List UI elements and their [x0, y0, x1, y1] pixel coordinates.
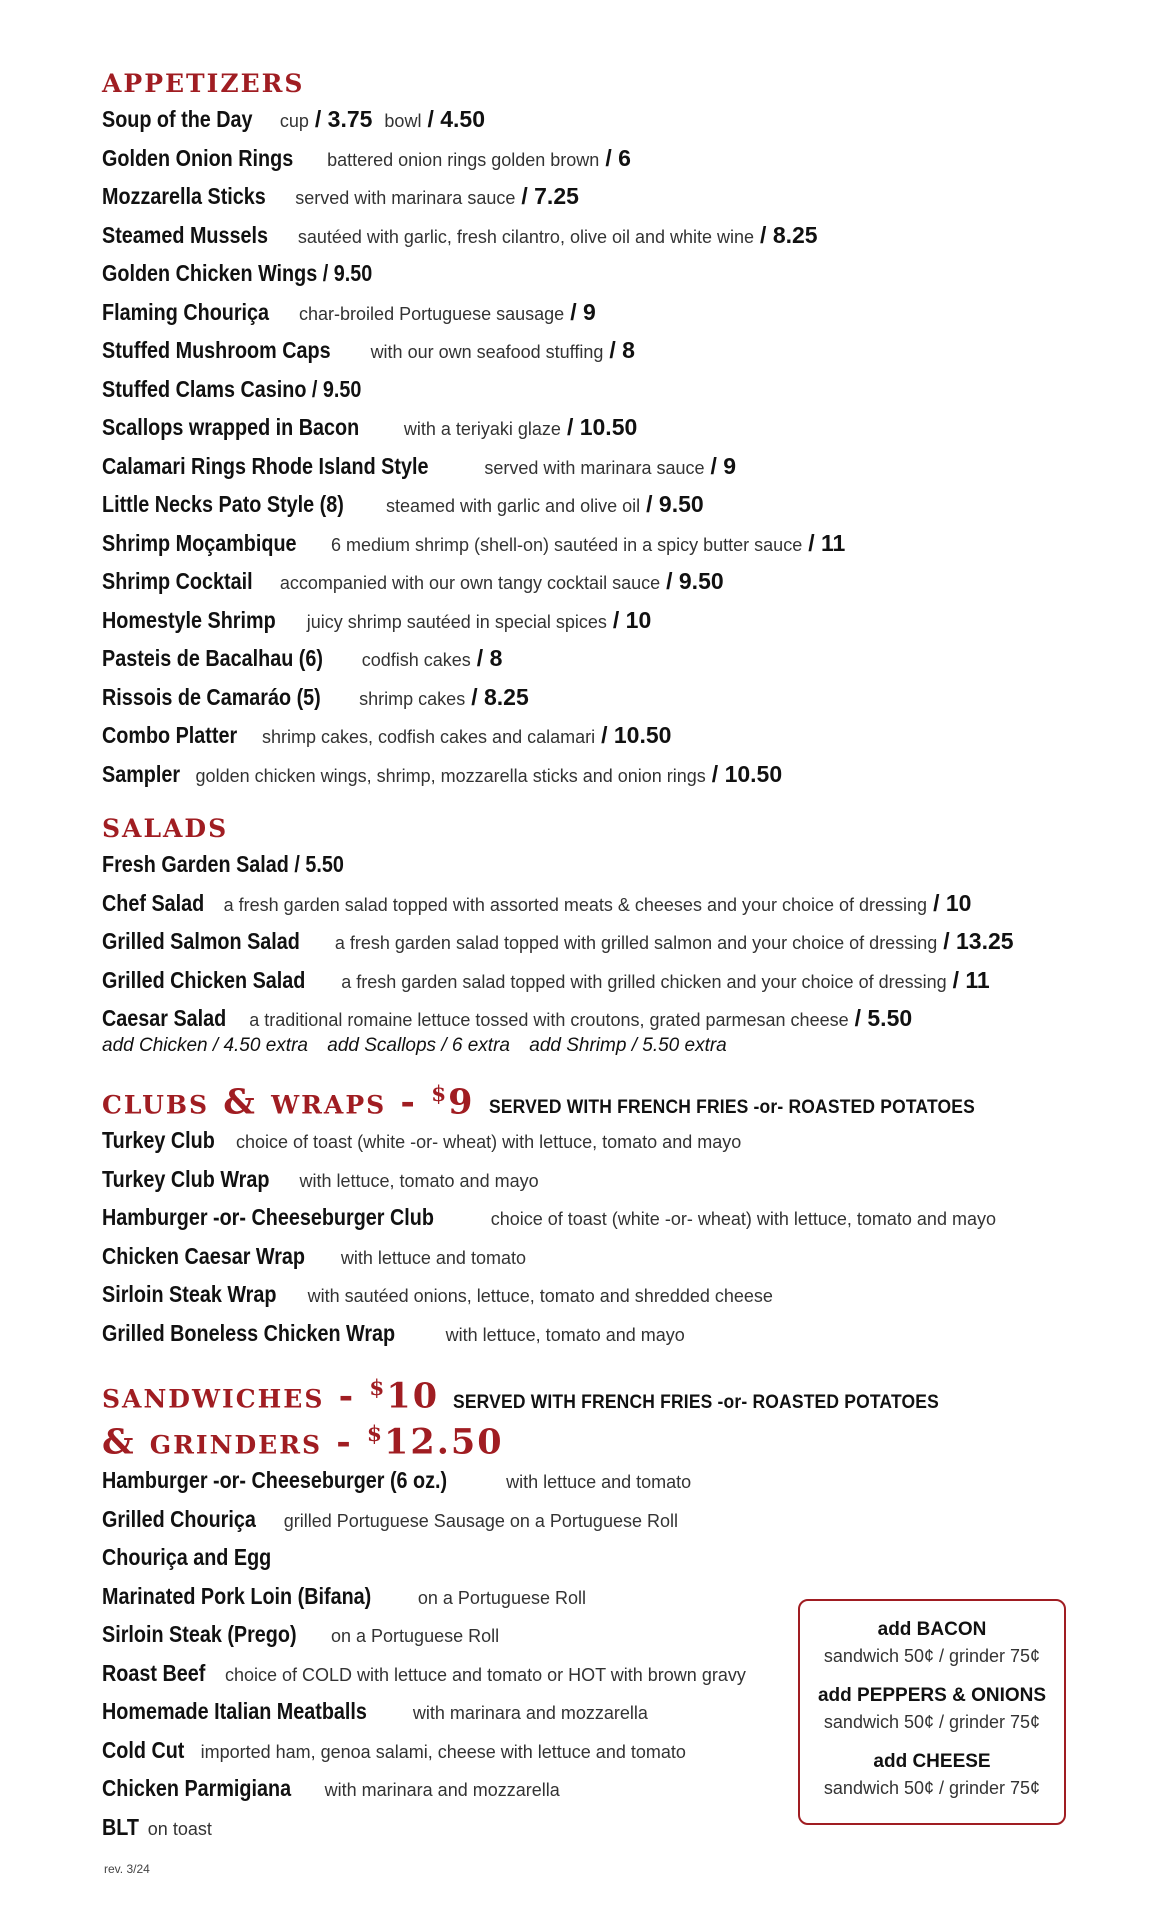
menu-item	[102, 293, 1102, 332]
menu-item-line	[102, 177, 579, 218]
menu-item	[102, 1198, 1102, 1237]
menu-item-name: Steamed Mussels	[102, 221, 269, 248]
menu-item-line	[102, 1160, 539, 1201]
menu-item-description: with lettuce, tomato and mayo	[299, 1170, 539, 1191]
menu-item-description: battered onion rings golden brown	[327, 149, 600, 170]
menu-item-description: golden chicken wings, shrimp, mozzarella sticks and onion rings	[195, 765, 706, 786]
menu-item-description: a fresh garden salad topped with grilled chicken and your choice of dressing	[341, 971, 947, 992]
menu-item-line	[102, 1198, 996, 1239]
menu-item-description: shrimp cakes	[359, 688, 466, 709]
grinders-price: 12.50	[384, 1421, 504, 1463]
menu-item-line	[102, 1577, 586, 1618]
menu-item-line	[102, 254, 413, 293]
menu-item-name: Pasteis de Bacalhau (6)	[102, 645, 323, 671]
menu-item-description: with marinara and mozzarella	[412, 1703, 648, 1724]
menu-item-line	[102, 1237, 526, 1278]
menu-item-name: Scallops wrapped in Bacon	[102, 414, 360, 440]
salads-title: salads	[102, 805, 229, 846]
menu-item-price: / 8.25	[760, 221, 818, 248]
salad-extras	[102, 1034, 1102, 1058]
menu-item-name: Homemade Italian Meatballs	[102, 1698, 367, 1725]
menu-item-name: Homestyle Shrimp	[102, 606, 276, 633]
menu-item-line	[102, 331, 635, 372]
menu-item-description: served with marinara sauce	[295, 188, 516, 208]
menu-item	[102, 639, 1102, 678]
menu-item-price: / 10.50	[566, 414, 638, 440]
menu-item-line	[102, 1808, 212, 1849]
menu-item	[102, 100, 1102, 139]
menu-item-name: Grilled Boneless Chicken Wrap	[102, 1319, 396, 1346]
extra-shrimp: add Shrimp / 5.50 extra	[529, 1034, 727, 1056]
menu-item-description: with sautéed onions, lettuce, tomato and shredded cheese	[307, 1286, 773, 1307]
menu-item-line	[102, 601, 651, 642]
sandwiches-price: 10	[386, 1375, 440, 1417]
menu-item-line	[102, 716, 671, 757]
menu-item-price: / 10	[612, 606, 652, 633]
menu-item	[102, 254, 1102, 293]
menu-item-description: shrimp cakes, codfish cakes and calamari	[261, 727, 596, 747]
menu-item-price: / 8.25	[471, 683, 529, 710]
menu-item	[102, 177, 1102, 216]
menu-item-name: Chicken Parmigiana	[102, 1775, 292, 1802]
menu-item-price: / 3.75	[314, 106, 373, 132]
addon-title: add PEPPERS & ONIONS	[817, 1685, 1047, 1706]
clubs-title-text: clubs & wraps -	[102, 1081, 432, 1123]
menu-item	[102, 370, 1102, 409]
menu-item-line	[102, 447, 736, 488]
menu-item-name: Sampler	[102, 760, 181, 787]
menu-item-description: with lettuce, tomato and mayo	[445, 1324, 685, 1345]
addons-box	[798, 1599, 1066, 1825]
menu-item-line	[102, 1538, 296, 1577]
sandwiches-head	[102, 1370, 1102, 1416]
menu-item-name: Grilled Chicken Salad	[102, 966, 306, 993]
clubs-price: 9	[448, 1081, 475, 1123]
clubs-head	[102, 1076, 1102, 1122]
menu-item-name: Golden Onion Rings	[102, 144, 294, 171]
menu-item-description: char-broiled Portuguese sausage	[299, 303, 565, 324]
menu-item-description: accompanied with our own tangy cocktail sauce	[279, 573, 661, 593]
menu-item	[102, 1461, 1102, 1500]
extra-chicken: add Chicken / 4.50 extra	[102, 1034, 308, 1056]
appetizers-title: appetizers	[102, 60, 305, 101]
menu-item-line	[102, 1615, 499, 1656]
menu-item-name: Calamari Rings Rhode Island Style	[102, 452, 429, 479]
menu-item-line	[102, 1275, 773, 1316]
salads-list	[102, 845, 1102, 1038]
menu-item-description: with lettuce and tomato	[340, 1247, 526, 1268]
menu-item-description: sautéed with garlic, fresh cilantro, olive oil and white wine	[297, 226, 755, 247]
menu-item-name: Stuffed Mushroom Caps	[102, 337, 331, 363]
menu-item-line	[102, 1121, 741, 1162]
menu-item-line	[102, 1654, 746, 1695]
menu-item	[102, 1538, 1102, 1577]
menu-item-name: Sirloin Steak (Prego)	[102, 1621, 297, 1648]
addon-price: sandwich 50¢ / grinder 75¢	[823, 1778, 1041, 1798]
menu-item-name: Hamburger -or- Cheeseburger (6 oz.)	[102, 1467, 448, 1494]
menu-item-description: on toast	[147, 1818, 212, 1839]
menu-item-price: / 11	[952, 966, 990, 993]
menu-item-line	[102, 961, 990, 1002]
menu-item-description: juicy shrimp sautéed in special spices	[306, 611, 607, 632]
menu-item-line	[102, 1731, 686, 1772]
menu-item-price: / 10.50	[711, 760, 783, 787]
menu-item	[102, 1500, 1102, 1539]
revision-note: rev. 3/24	[104, 1862, 150, 1876]
extra-scallops: add Scallops / 6 extra	[327, 1034, 510, 1056]
menu-item	[102, 845, 1102, 884]
sandwiches-title	[102, 1370, 439, 1416]
menu-item	[102, 1275, 1102, 1314]
menu-item	[102, 999, 1102, 1038]
menu-item-description: with lettuce and tomato	[506, 1472, 692, 1493]
menu-item-description: with marinara and mozzarella	[324, 1780, 560, 1801]
menu-item-line	[102, 1314, 685, 1355]
menu-item	[102, 678, 1102, 717]
menu-item-line	[102, 408, 637, 449]
menu-item	[102, 601, 1102, 640]
menu-item-name: Shrimp Moçambique	[102, 529, 297, 556]
menu-item-description: with our own seafood stuffing	[370, 342, 604, 362]
menu-item-price: / 10	[933, 889, 972, 916]
clubs-section	[102, 1076, 1102, 1353]
menu-item-description: imported ham, genoa salami, cheese with lettuce and tomato	[200, 1741, 686, 1762]
menu-item-line	[102, 485, 704, 526]
menu-item-price: / 9	[570, 298, 596, 325]
menu-page	[102, 62, 1102, 1864]
addon-price: sandwich 50¢ / grinder 75¢	[823, 1712, 1041, 1732]
menu-item	[102, 1314, 1102, 1353]
menu-item-name: Chouriça and Egg	[102, 1544, 272, 1571]
menu-item-price: / 8	[476, 645, 503, 671]
menu-item-line	[102, 884, 971, 925]
menu-item-line	[102, 678, 529, 719]
appetizers-section	[102, 62, 1102, 793]
menu-item-price: / 11	[808, 529, 846, 556]
menu-item-line	[102, 139, 631, 180]
menu-item-line	[102, 293, 596, 334]
menu-item-name: Little Necks Pato Style (8)	[102, 491, 344, 517]
menu-item-description: 6 medium shrimp (shell-on) sautéed in a spicy butter sauce	[330, 534, 803, 555]
menu-item-line	[102, 1769, 560, 1810]
menu-item-description: choice of toast (white -or- wheat) with lettuce, tomato and mayo	[490, 1209, 996, 1230]
menu-item-name: Shrimp Cocktail	[102, 568, 253, 594]
menu-item-name: Chicken Caesar Wrap	[102, 1242, 306, 1269]
addon-bacon	[800, 1617, 1064, 1669]
menu-item-description: on a Portuguese Roll	[417, 1587, 586, 1608]
menu-item-name: Mozzarella Sticks	[102, 183, 266, 209]
menu-item-price: / 5.50	[854, 1005, 913, 1031]
menu-item-description: cup	[279, 111, 309, 131]
menu-item-price: / 6	[605, 144, 631, 171]
grinders-title-text: & grinders -	[102, 1421, 367, 1463]
appetizers-list	[102, 100, 1102, 793]
menu-item	[102, 1237, 1102, 1276]
menu-item-description: steamed with garlic and olive oil	[385, 496, 641, 516]
addon-cheese	[800, 1749, 1064, 1801]
menu-item-name: BLT	[102, 1813, 139, 1840]
menu-item	[102, 1121, 1102, 1160]
menu-item-description: choice of toast (white -or- wheat) with lettuce, tomato and mayo	[236, 1132, 742, 1153]
menu-item-line	[102, 639, 502, 680]
menu-item-price: / 10.50	[601, 722, 672, 748]
menu-item-line	[102, 845, 380, 884]
sandwiches-title-text: sandwiches -	[102, 1375, 370, 1417]
menu-item-price: / 8	[609, 337, 635, 363]
menu-item-line	[102, 562, 724, 603]
menu-item	[102, 1160, 1102, 1199]
menu-item-description: choice of COLD with lettuce and tomato or HOT with brown gravy	[224, 1664, 746, 1685]
salads-section	[102, 807, 1102, 1058]
menu-item-description: grilled Portuguese Sausage on a Portuguese Roll	[283, 1510, 678, 1531]
menu-item-line	[102, 1500, 678, 1541]
menu-item-line	[102, 370, 400, 409]
addon-title: add CHEESE	[873, 1751, 991, 1772]
menu-item-description: a traditional romaine lettuce tossed with croutons, grated parmesan cheese	[249, 1010, 849, 1030]
menu-item	[102, 331, 1102, 370]
menu-item-line	[102, 100, 485, 141]
menu-item-name: Stuffed Clams Casino / 9.50	[102, 375, 362, 402]
menu-item	[102, 408, 1102, 447]
menu-item-name: Grilled Salmon Salad	[102, 928, 300, 954]
menu-item-price: / 7.25	[521, 183, 579, 209]
sandwiches-note: SERVED WITH FRENCH FRIES -or- ROASTED POTATOES	[453, 1391, 940, 1413]
grinders-price-symbol: $	[366, 1421, 385, 1447]
menu-item-price: / 9	[710, 452, 737, 479]
clubs-list	[102, 1121, 1102, 1352]
menu-item-name: Caesar Salad	[102, 1005, 227, 1031]
menu-item-name: Sirloin Steak Wrap	[102, 1281, 277, 1308]
menu-item	[102, 961, 1102, 1000]
menu-item-price: / 9.50	[666, 568, 724, 594]
menu-item	[102, 447, 1102, 486]
addon-title: add BACON	[877, 1619, 987, 1640]
menu-item-name: Combo Platter	[102, 722, 238, 748]
menu-item	[102, 216, 1102, 255]
menu-item-description: on a Portuguese Roll	[331, 1626, 500, 1647]
menu-item-description: codfish cakes	[361, 650, 471, 670]
menu-item-description: with a teriyaki glaze	[403, 419, 561, 439]
clubs-note: SERVED WITH FRENCH FRIES -or- ROASTED POTATOES	[488, 1097, 975, 1119]
menu-item-name: Marinated Pork Loin (Bifana)	[102, 1582, 372, 1609]
menu-item-name: Flaming Chouriça	[102, 298, 270, 325]
menu-item	[102, 884, 1102, 923]
menu-item-price-alt: / 4.50	[427, 106, 485, 132]
menu-item-line	[102, 922, 1014, 963]
menu-item	[102, 562, 1102, 601]
menu-item	[102, 524, 1102, 563]
menu-item-name: Golden Chicken Wings / 9.50	[102, 260, 373, 286]
menu-item	[102, 755, 1102, 794]
clubs-title	[102, 1076, 475, 1122]
menu-item-description: served with marinara sauce	[484, 457, 705, 478]
menu-item-name: Chef Salad	[102, 889, 205, 916]
menu-item	[102, 485, 1102, 524]
menu-item-name: Grilled Chouriça	[102, 1505, 256, 1532]
menu-item-line	[102, 524, 845, 565]
menu-item	[102, 716, 1102, 755]
menu-item-name: Turkey Club	[102, 1127, 215, 1154]
menu-item-name: Turkey Club Wrap	[102, 1165, 270, 1192]
menu-item-name: Roast Beef	[102, 1659, 206, 1686]
menu-item-line	[102, 1461, 691, 1502]
menu-item-line	[102, 755, 782, 796]
menu-item-description: a fresh garden salad topped with assorted meats & cheeses and your choice of dressing	[223, 894, 928, 915]
addon-price: sandwich 50¢ / grinder 75¢	[823, 1646, 1041, 1666]
clubs-price-symbol: $	[431, 1081, 449, 1107]
menu-item-description: a fresh garden salad topped with grilled salmon and your choice of dressing	[334, 933, 938, 953]
menu-item-line	[102, 1692, 648, 1733]
menu-item-line	[102, 216, 818, 257]
menu-item-description-alt: bowl	[384, 111, 422, 131]
menu-item-name: Hamburger -or- Cheeseburger Club	[102, 1204, 434, 1231]
menu-item	[102, 922, 1102, 961]
sandwiches-price-symbol: $	[369, 1376, 387, 1402]
menu-item-name: Soup of the Day	[102, 106, 253, 132]
menu-item-name: Rissois de Camaráo (5)	[102, 683, 321, 710]
menu-item	[102, 139, 1102, 178]
menu-item-name: Cold Cut	[102, 1736, 185, 1763]
addon-peppers-onions	[800, 1683, 1064, 1735]
menu-item-price: / 13.25	[943, 928, 1014, 954]
menu-item-price: / 9.50	[646, 491, 704, 517]
grinders-title	[102, 1416, 1102, 1462]
menu-item-name: Fresh Garden Salad / 5.50	[102, 851, 344, 877]
